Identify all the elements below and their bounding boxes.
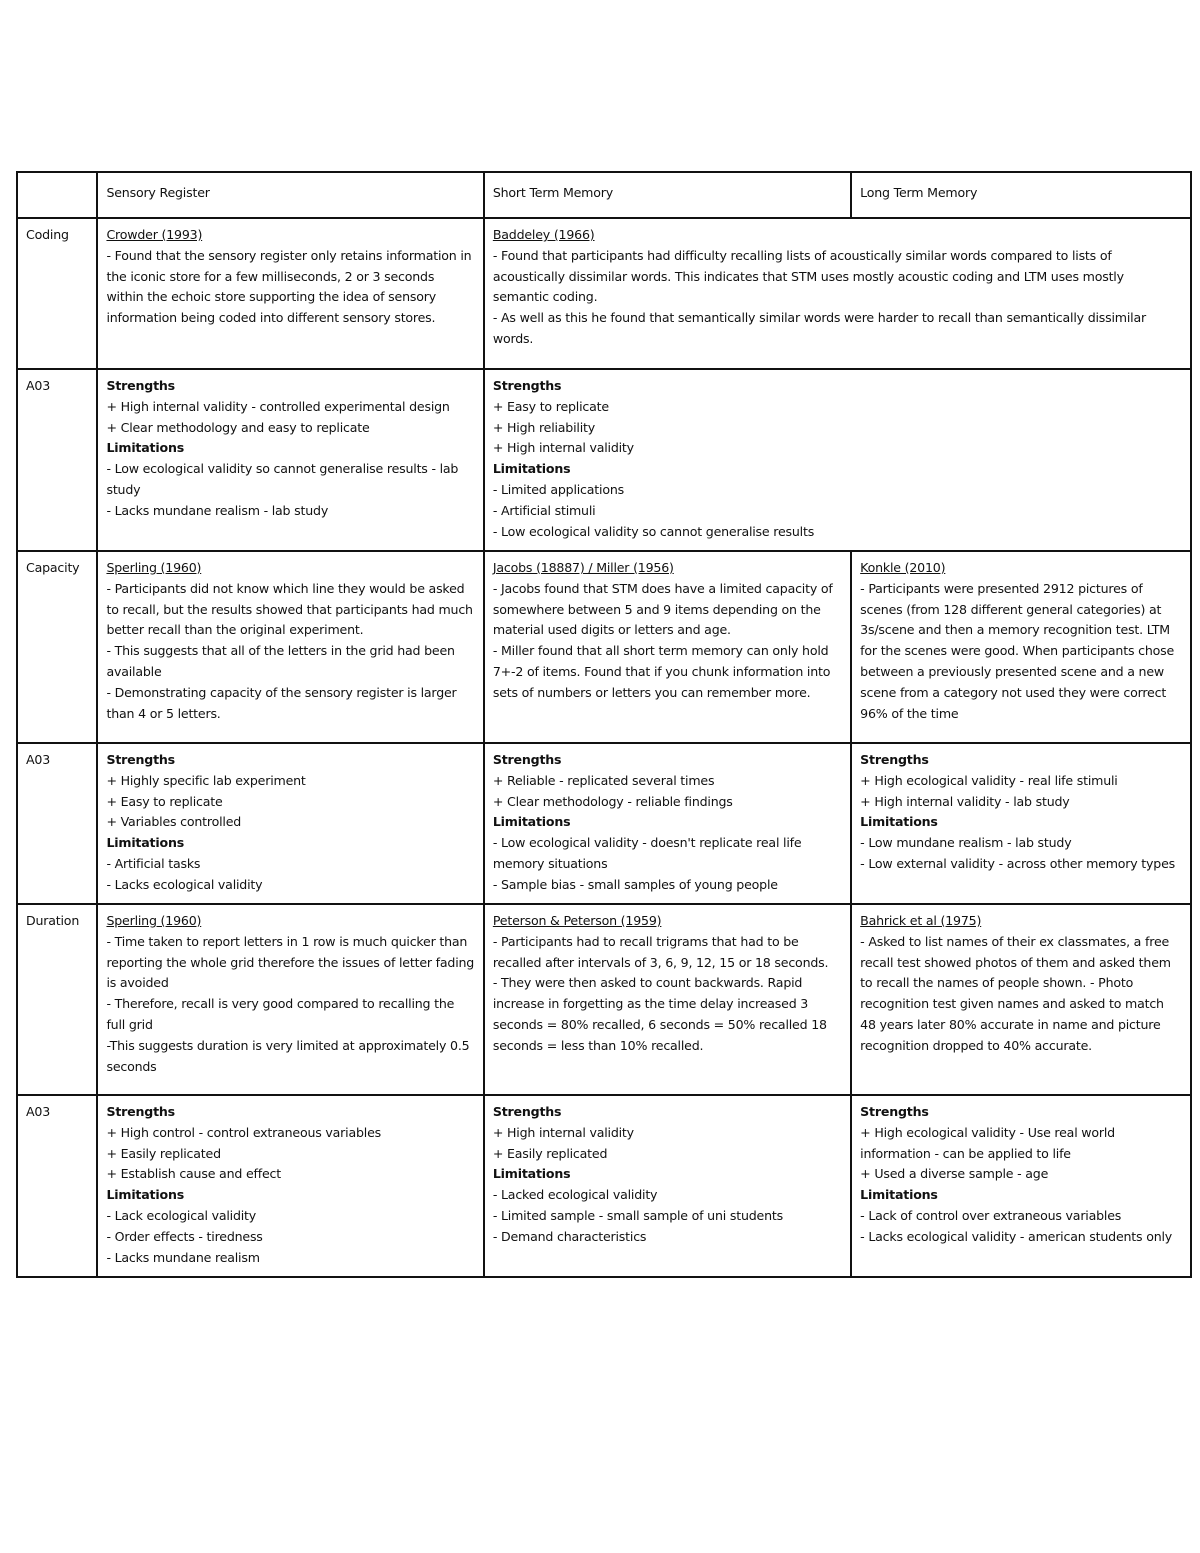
table-cell (484, 218, 1191, 369)
limitation-item: - Lack of control over extraneous variables (860, 1207, 1122, 1223)
strength-item: + High internal validity (492, 1124, 634, 1140)
study-citation: Bahrick et al (1975) (860, 913, 982, 928)
corner-cell (17, 172, 97, 218)
limitation-item: - Lacks ecological validity - american students only (860, 1228, 1173, 1244)
strength-item: + High internal validity - controlled experimental design (106, 398, 450, 414)
limitation-item: - Low ecological validity so cannot generalise results (492, 523, 815, 539)
strength-item: + Clear methodology - reliable findings (492, 793, 733, 809)
table-cell (97, 1095, 483, 1277)
strength-item: + High ecological validity - real life stimuli (860, 772, 1118, 788)
strength-item: + Variables controlled (106, 814, 242, 830)
strengths-heading: Strengths (492, 378, 562, 393)
finding-text: - Participants were presented 2912 pictures of scenes (from 128 different general categories) at 3s/scene and then a memory recognition test. LTM for the scenes were good. When participants chose between a previously presented scene and a new scene from a category not used they were correct 96% of the time (860, 580, 1175, 721)
table-cell (97, 551, 483, 743)
finding-text: - Time taken to report letters in 1 row is much quicker than reporting the whole grid therefore the issues of letter fading is avoided (106, 933, 475, 991)
study-citation: Jacobs (18887) / Miller (1956) (492, 560, 674, 575)
column-header: Long Term Memory (851, 172, 1191, 218)
table-cell (484, 1095, 851, 1277)
table-row (17, 369, 1191, 551)
limitation-item: - Order effects - tiredness (106, 1228, 263, 1244)
limitation-item: - Lacks mundane realism (106, 1249, 260, 1265)
table-row (17, 551, 1191, 743)
table-cell (97, 218, 483, 369)
finding-text: - Demonstrating capacity of the sensory register is larger than 4 or 5 letters. (106, 684, 457, 721)
strength-item: + Easy to replicate (106, 793, 223, 809)
table-cell (484, 743, 851, 904)
study-citation: Crowder (1993) (106, 227, 203, 242)
strength-item: + High internal validity (492, 440, 634, 456)
table-cell (851, 743, 1191, 904)
limitation-item: - Low mundane realism - lab study (860, 835, 1072, 851)
row-label: Coding (17, 218, 97, 369)
limitations-heading: Limitations (106, 440, 185, 456)
table-row (17, 1095, 1191, 1277)
finding-text: - This suggests that all of the letters in the grid had been available (106, 643, 455, 679)
finding-text: - Found that participants had difficulty recalling lists of acoustically similar words compared to lists of acoustically dissimilar words. This indicates that STM uses mostly acoustic coding and LTM uses mostly semantic coding. (492, 247, 1124, 305)
strength-item: + Easy to replicate (492, 398, 609, 414)
limitation-item: - Lacks ecological validity (106, 876, 263, 892)
table-cell (484, 369, 1191, 551)
strengths-heading: Strengths (106, 1104, 175, 1119)
finding-text: - Miller found that all short term memory can only hold 7+-2 of items. Found that if you chunk information into sets of numbers or letters you can remember more. (492, 643, 831, 700)
limitation-item: - Limited applications (492, 481, 624, 497)
strength-item: + High ecological validity - Use real world information - can be applied to life (860, 1124, 1115, 1161)
table-row (17, 218, 1191, 369)
finding-text: - Participants had to recall trigrams that had to be recalled after intervals of 3, 6, 9, 12, 15 or 18 seconds. (492, 933, 829, 970)
limitations-heading: Limitations (860, 814, 938, 830)
row-label: A03 (17, 1095, 97, 1277)
table-cell (97, 904, 483, 1095)
limitation-item: - Limited sample - small sample of uni students (492, 1207, 783, 1223)
finding-text: - Asked to list names of their ex classmates, a free recall test showed photos of them and asked them to recall the names of people shown. - Photo recognition test given names and asked to match 48 years later 80% accurate in name and picture recognition dropped to 40% accurate. (860, 933, 1171, 1053)
limitations-heading: Limitations (492, 1166, 571, 1182)
strength-item: + High reliability (492, 419, 595, 435)
limitation-item: - Low ecological validity so cannot generalise results - lab study (106, 461, 459, 497)
finding-text: - Jacobs found that STM does have a limited capacity of somewhere between 5 and 9 items depending on the material used digits or letters and age. (492, 580, 833, 638)
table-cell (97, 369, 483, 551)
table-cell (851, 904, 1191, 1095)
table-row (17, 904, 1191, 1095)
strengths-heading: Strengths (106, 752, 175, 767)
limitations-heading: Limitations (492, 814, 571, 830)
limitations-heading: Limitations (106, 835, 185, 851)
header-row (17, 172, 1191, 218)
strengths-heading: Strengths (860, 1104, 929, 1119)
limitation-item: - Lacked ecological validity (492, 1187, 658, 1203)
table-cell (851, 551, 1191, 743)
strengths-heading: Strengths (860, 752, 929, 767)
strength-item: + Reliable - replicated several times (492, 772, 715, 788)
limitation-item: - Lacks mundane realism - lab study (106, 502, 329, 518)
table-body (17, 172, 1191, 1277)
finding-text: - Found that the sensory register only retains information in the iconic store for a few milliseconds, 2 or 3 seconds within the echoic store supporting the idea of sensory information being coded into different sensory stores. (106, 247, 472, 326)
finding-text: - Participants did not know which line they would be asked to recall, but the results showed that participants had much better recall than the original experiment. (106, 580, 473, 638)
limitation-item: - Demand characteristics (492, 1228, 647, 1244)
limitation-item: - Artificial stimuli (492, 502, 596, 518)
study-citation: Sperling (1960) (106, 913, 202, 928)
table-cell (484, 904, 851, 1095)
limitations-heading: Limitations (106, 1187, 185, 1203)
column-header: Sensory Register (97, 172, 483, 218)
study-citation: Baddeley (1966) (492, 227, 595, 242)
finding-text: - They were then asked to count backwards. Rapid increase in forgetting as the time delay increased 3 seconds = 80% recalled, 6 seconds = 50% recalled 18 seconds = less than 10% recalled. (492, 975, 827, 1053)
table-row (17, 743, 1191, 904)
table-cell (97, 743, 483, 904)
study-citation: Sperling (1960) (106, 560, 202, 575)
table-cell (484, 551, 851, 743)
limitation-item: - Artificial tasks (106, 855, 201, 871)
limitation-item: - Low ecological validity - doesn't replicate real life memory situations (492, 835, 802, 871)
row-label: Capacity (17, 551, 97, 743)
row-label: A03 (17, 743, 97, 904)
strength-item: + Easily replicated (492, 1145, 608, 1161)
study-citation: Konkle (2010) (860, 560, 946, 575)
column-header: Short Term Memory (484, 172, 851, 218)
strength-item: + Highly specific lab experiment (106, 772, 306, 788)
finding-text: - As well as this he found that semantically similar words were harder to recall than semantically dissimilar words. (492, 310, 1146, 346)
strength-item: + High internal validity - lab study (860, 793, 1070, 809)
limitation-item: - Lack ecological validity (106, 1207, 257, 1223)
strength-item: + Clear methodology and easy to replicate (106, 419, 370, 435)
limitations-heading: Limitations (860, 1187, 938, 1203)
row-label: Duration (17, 904, 97, 1095)
strengths-heading: Strengths (106, 378, 175, 393)
limitations-heading: Limitations (492, 461, 571, 477)
memory-comparison-table (16, 171, 1192, 1278)
finding-text: - Therefore, recall is very good compared to recalling the full grid (106, 996, 455, 1032)
study-citation: Peterson & Peterson (1959) (492, 913, 662, 928)
table-cell (851, 1095, 1191, 1277)
finding-text: -This suggests duration is very limited at approximately 0.5 seconds (106, 1037, 470, 1074)
strength-item: + Used a diverse sample - age (860, 1166, 1049, 1182)
row-label: A03 (17, 369, 97, 551)
limitation-item: - Sample bias - small samples of young people (492, 876, 778, 892)
strength-item: + Easily replicated (106, 1145, 221, 1161)
strengths-heading: Strengths (492, 752, 562, 767)
strength-item: + High control - control extraneous variables (106, 1124, 381, 1140)
strength-item: + Establish cause and effect (106, 1166, 281, 1182)
limitation-item: - Low external validity - across other memory types (860, 855, 1175, 871)
strengths-heading: Strengths (492, 1104, 562, 1119)
